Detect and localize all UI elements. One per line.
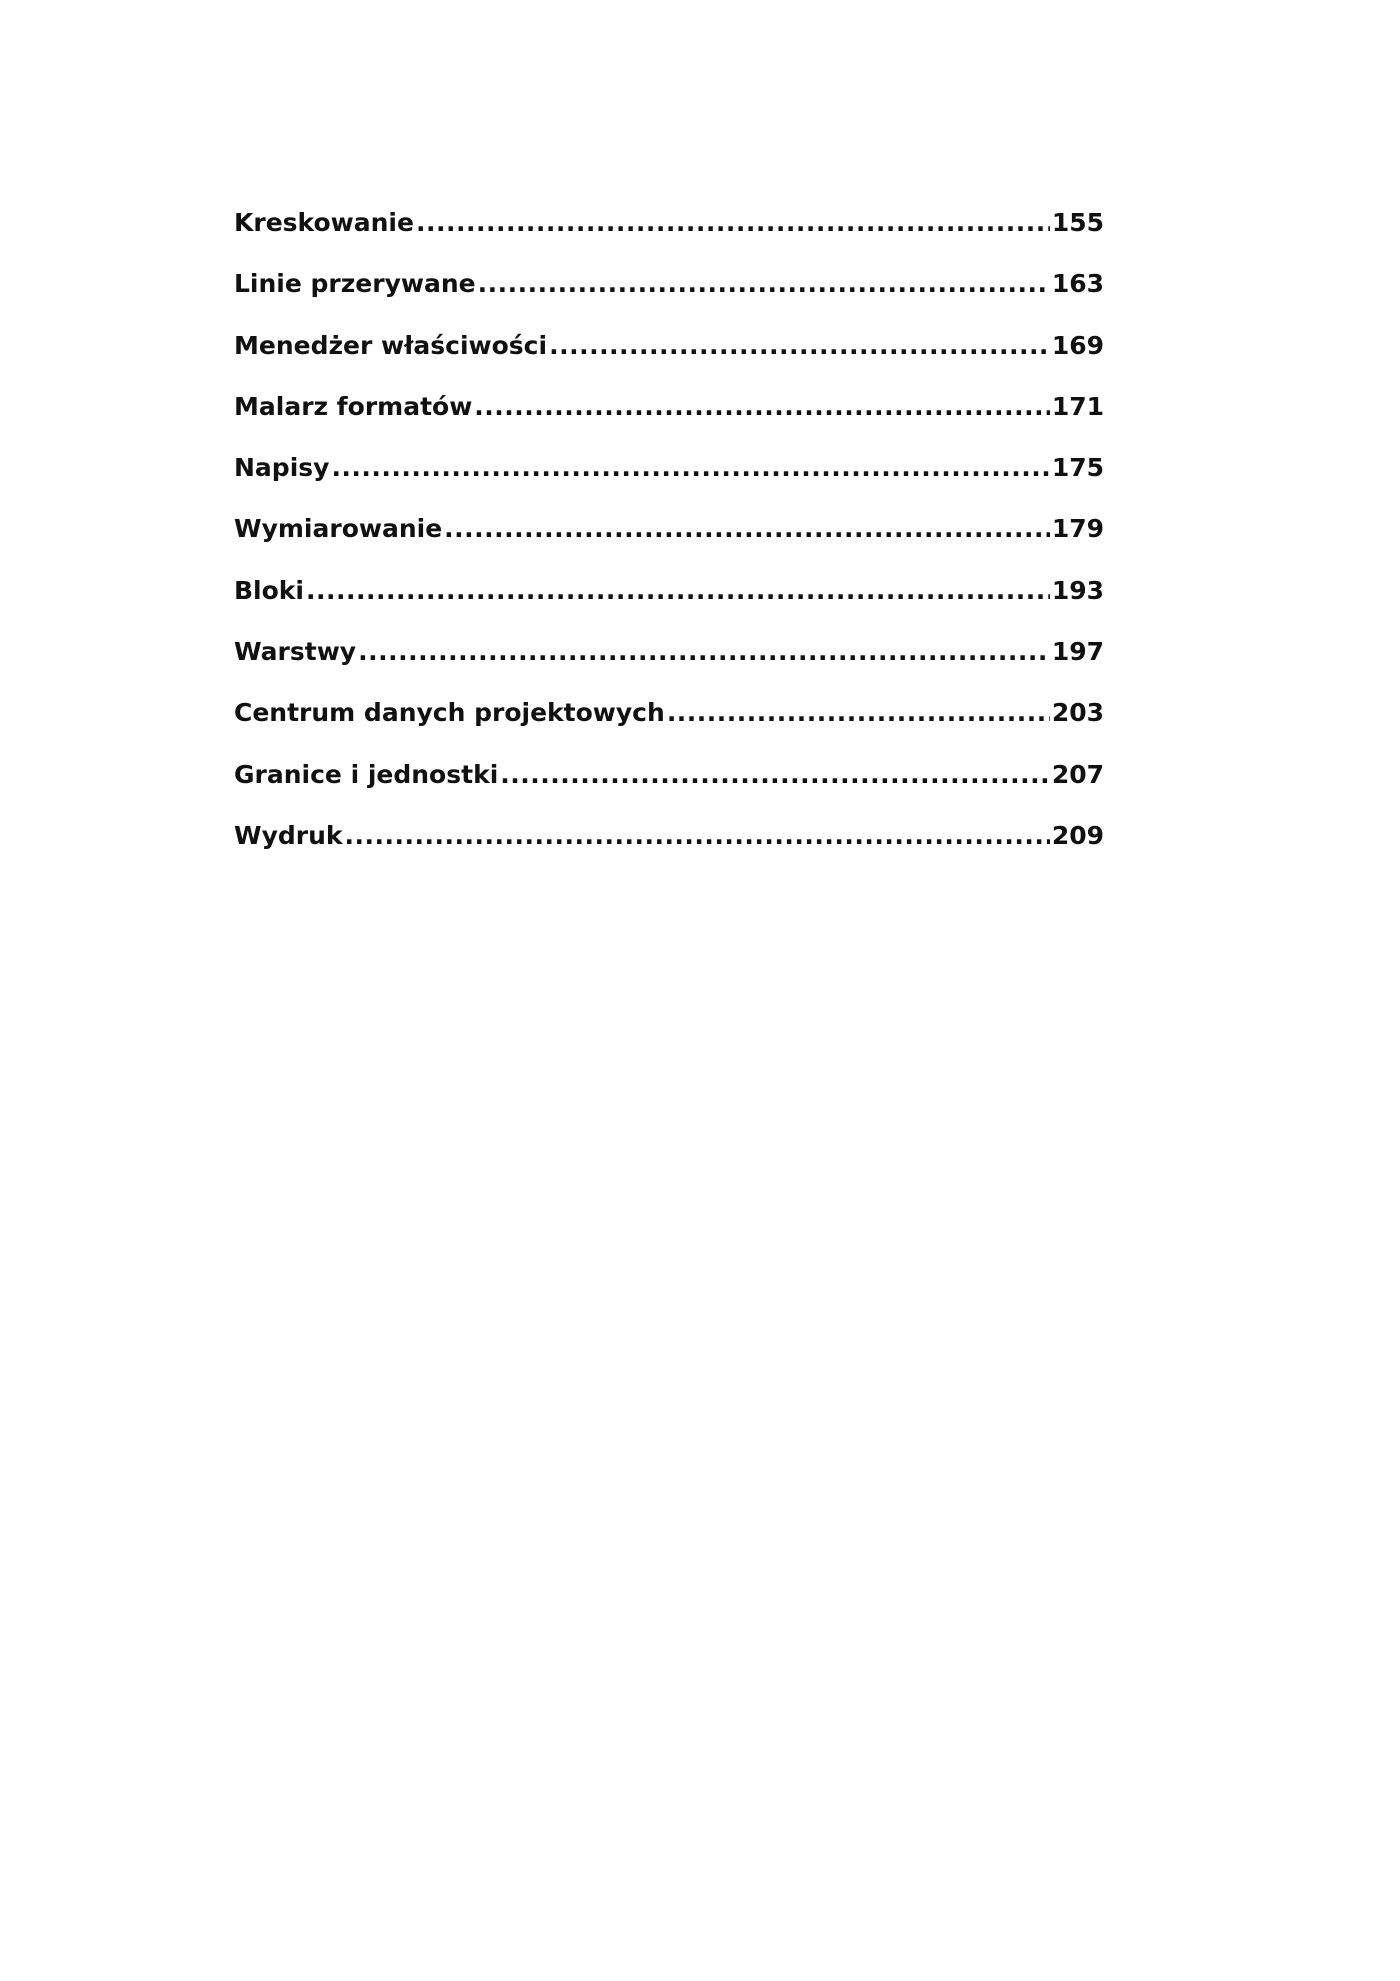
- toc-entry-title: Menedżer właściwości: [234, 330, 548, 360]
- toc-entry-title: Bloki: [234, 575, 304, 605]
- toc-entry-title: Granice i jednostki: [234, 759, 499, 789]
- toc-leader-dots: [345, 821, 1050, 850]
- toc-leader-dots: [306, 576, 1050, 605]
- toc-entry-page: 175: [1051, 453, 1104, 483]
- toc-entry-title: Kreskowanie: [234, 208, 414, 237]
- toc-leader-dots: [478, 269, 1050, 298]
- toc-leader-dots: [444, 514, 1050, 543]
- toc-entry-page: 169: [1051, 330, 1104, 360]
- toc-leader-dots: [500, 760, 1050, 789]
- toc-leader-dots: [549, 331, 1050, 360]
- toc-entry-title: Wydruk: [234, 820, 343, 850]
- toc-entry: [234, 821, 1104, 882]
- toc-leader-dots: [416, 208, 1050, 237]
- toc-entry: [234, 208, 1104, 269]
- toc-leader-dots: [358, 637, 1050, 666]
- toc-entry-title: Warstwy: [234, 637, 357, 667]
- toc-entry-page: 171: [1051, 391, 1104, 421]
- toc-leader-dots: [667, 698, 1050, 727]
- toc-entry: [234, 698, 1104, 759]
- toc-entry-title: Wymiarowanie: [234, 514, 443, 544]
- toc-entry-title: Malarz formatów: [234, 391, 473, 421]
- toc-entry-page: 203: [1051, 698, 1104, 728]
- toc-entry-title: Napisy: [234, 453, 330, 483]
- toc-entry: [234, 331, 1104, 392]
- toc-entry: [234, 453, 1104, 514]
- toc-entry-page: 155: [1051, 208, 1104, 237]
- toc-entry: [234, 392, 1104, 453]
- toc-entry-title: Centrum danych projektowych: [234, 698, 665, 728]
- toc-leader-dots: [474, 392, 1050, 421]
- toc-leader-dots: [331, 453, 1049, 482]
- toc-entry-page: 163: [1051, 269, 1104, 299]
- toc-entry-page: 179: [1051, 514, 1104, 544]
- toc-entry-page: 207: [1051, 759, 1104, 789]
- toc-entry: [234, 576, 1104, 637]
- toc-entry: [234, 514, 1104, 575]
- toc-entry: [234, 269, 1104, 330]
- toc-entry: [234, 760, 1104, 821]
- toc-entry-page: 193: [1051, 575, 1104, 605]
- toc-entry-page: 197: [1051, 637, 1104, 667]
- toc-entry: [234, 637, 1104, 698]
- toc-entry-title: Linie przerywane: [234, 269, 476, 299]
- table-of-contents: [234, 208, 1104, 882]
- toc-entry-page: 209: [1051, 820, 1104, 850]
